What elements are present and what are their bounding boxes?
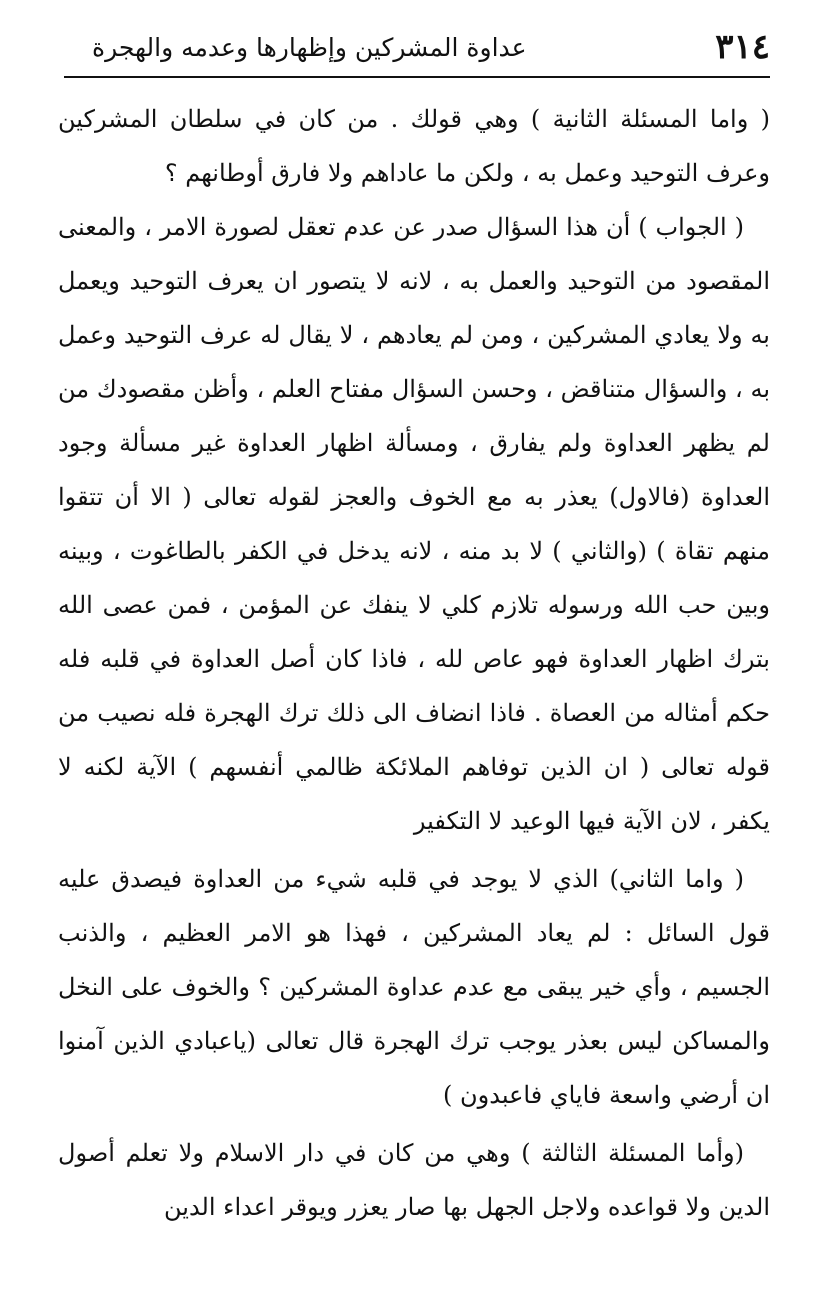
running-title: عداوة المشركين وإظهارها وعدمه والهجرة <box>92 32 527 62</box>
paragraph-question-three: (وأما المسئلة الثالثة ) وهي من كان في دار الاسلام ولا تعلم أصول الدين ولا قواعده ولاجل الجهل بها صار يعزر ويوقر اعداء الدين <box>58 1139 770 1221</box>
body-text <box>58 92 770 1234</box>
paragraph-answer: ( الجواب ) أن هذا السؤال صدر عن عدم تعقل لصورة الامر ، والمعنى المقصود من التوحيد والعمل به ، لانه لا يتصور ان يعرف التوحيد ويعمل به ولا يعادي المشركين ، ومن لم يعادهم ، لا يقال له عرف التوحيد وعمل به ، والسؤال متناقض ، وحسن السؤال مفتاح العلم ، وأظن مقصودك من لم يظهر العداوة ولم يفارق ، ومسألة اظهار العداوة غير مسألة وجود العداوة (فالاول) يعذر به مع الخوف والعجز لقوله تعالى ( الا أن تتقوا منهم تقاة ) (والثاني ) لا بد منه ، لانه يدخل في الكفر بالطاغوت ، وبينه وبين حب الله ورسوله تلازم كلي لا ينفك عن المؤمن ، فمن عصى الله بترك اظهار العداوة فهو عاص لله ، فاذا كان أصل العداوة في قلبه فله حكم أمثاله من العصاة . فاذا انضاف الى ذلك ترك الهجرة فله نصيب من قوله تعالى ( ان الذين توفاهم الملائكة ظالمي أنفسهم ) الآية لكنه لا يكفر ، لان الآية فيها الوعيد لا التكفير <box>58 213 770 835</box>
page-number: ٣١٤ <box>715 27 770 67</box>
paragraph-question-two: ( واما المسئلة الثانية ) وهي قولك . من كان في سلطان المشركين وعرف التوحيد وعمل به ، ولكن ما عاداهم ولا فارق أوطانهم ؟ <box>58 105 770 187</box>
header-divider <box>64 76 770 78</box>
page-header <box>64 22 770 72</box>
paragraph-second-case: ( واما الثاني) الذي لا يوجد في قلبه شيء من العداوة فيصدق عليه قول السائل : لم يعاد المشركين ، فهذا هو الامر العظيم ، والذنب الجسيم ، وأي خير يبقى مع عدم عداوة المشركين ؟ والخوف على النخل والمساكن ليس بعذر يوجب ترك الهجرة قال تعالى (ياعبادي الذين آمنوا ان أرضي واسعة فاياي فاعبدون ) <box>58 865 770 1109</box>
